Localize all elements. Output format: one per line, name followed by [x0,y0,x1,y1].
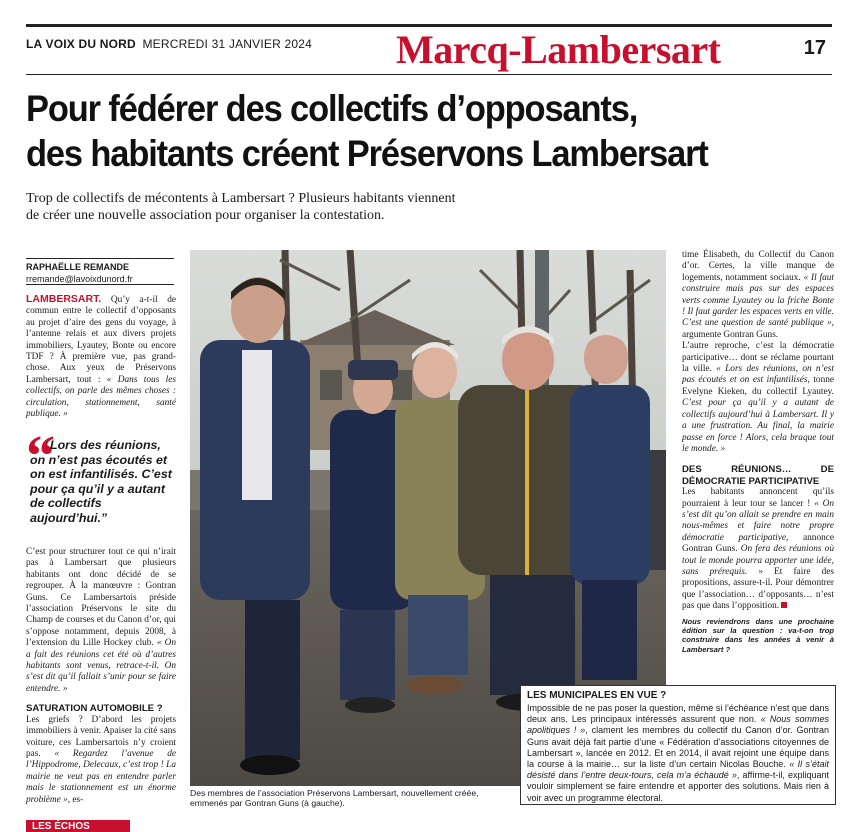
subhead: Trop de collectifs de mécontents à Lambersart ? Plusieurs habitants viennent de créer une nouvelle association pour organiser la contestation. [26,191,456,223]
paragraph [26,294,176,420]
article-column-3 [682,250,834,654]
subsection-heading: SATURATION AUTOMOBILE ? [26,703,163,715]
paragraph-quote: « Regardez l’avenue de l’Hippodrome, Delecaux, c’est trop ! La mairie ne veut pas en entendre parler mais le stationnement est un énorme problème » [26,748,177,805]
paragraph-text: annonce Gontran Guns. [682,532,834,555]
pull-quote [26,423,176,525]
byline-email[interactable]: rremande@lavoixdunord.fr [26,274,133,284]
sidebar-box [520,685,836,805]
next-article-tag: LES ÉCHOS [26,820,130,832]
paper-name [26,37,312,51]
page-number: 17 [803,37,826,59]
paragraph [682,341,834,455]
box-text: , clament les membres du collectif du Canon d’or. Gontran Guns avait déjà fait partie d’une « Fédération d’associations citoyennes de Lambersart », lancée en 2012. Et en 2014, il avait rejoint une équipe dans la course à la mairie… sur la liste d’un certain Nicolas Bouche. [527,725,829,770]
article-column-1-continued [26,547,176,806]
paragraph-quote: « Il faut construire mais pas sur des espaces verts comme Lyautey ou la friche Bonte ! Il faut garder les espaces verts en ville. C’est une question de santé publique » [682,272,834,329]
editor-note: Nous reviendrons dans une prochaine édition sur la question : va-t-on trop construire dans les années à venir à Lambersart ? [682,616,834,654]
paragraph-quote: « Dans tous les collectifs, on parle des mêmes choses : circulation, stationnement, santé publique. » [26,374,176,420]
publication-date: MERCREDI 31 JANVIER 2024 [142,37,312,51]
end-of-article-icon [781,602,787,608]
pull-quote-line-2: on n’est pas écoutés et on est infantilisés. C’est pour ça qu’il y a autant de collectifs aujourd’hui.” [30,452,172,525]
paragraph-text: time Élisabeth, du Collectif du Canon d’or. Certes, la ville manque de logements, notamment sociaux. [682,250,834,283]
paragraph-quote: On fera des réunions où tout le monde pourra apporter une idée, sans prérequis. » [682,544,834,577]
paragraph-quote: C’est pour ça qu’il y a autant de collectifs aujourd’hui à Lambersart. Il y a une frustration. Au final, la mairie passe en force ! Alors, cela braque tout le monde. » [682,398,834,454]
box-quote: « Il s’était désisté dans l’entre deux-tours, cela m’a échaudé » [527,759,829,781]
byline-rule [26,284,174,285]
dateline: LAMBERSART. [26,293,102,305]
paragraph-text: , es- [67,794,84,805]
paragraph-quote: « On s’est dit qu’on allait se prendre en main nous-mêmes et faire notre propre démocratie participative, [682,498,835,543]
box-text: Impossible de ne pas poser la question, même si l’échéance n’est que dans deux ans. Les principaux intéressés assurent que non. [527,703,829,725]
paragraph-text: Les griefs ? D’abord les projets immobiliers à venir. Apaiser la cité sans voiture, ces Lambersartois n’y croient pas. [26,714,176,759]
byline [26,258,174,285]
paragraph-quote: « On a fait des réunions cet été où d’autres habitants sont venus, retrace-t-il. On s’est dit qu’il fallait s’unir pour se faire entendre. » [26,638,176,694]
masthead-rule [26,74,832,75]
paragraph-text: Les habitants annoncent qu’ils pourraient à leur tour se lancer ! [682,487,834,509]
headline-line-1: Pour fédérer des collectifs d’opposants, [26,88,638,129]
paragraph [682,487,834,612]
headline-line-2: des habitants créent Préservons Lambersart [26,133,708,174]
paragraph-quote: « Lors des réunions, on n’est pas écoutés et on est infantilisés, [682,364,834,386]
paragraph [682,250,834,341]
paragraph-text: , argumente Gontran Guns. [682,318,834,340]
paragraph [26,547,176,695]
masthead [26,24,832,70]
pull-quote-line-1: Lors des réunions, [50,438,161,452]
subsection-heading: DES RÉUNIONS… DE DÉMOCRATIE PARTICIPATIVE [682,464,834,487]
paragraph-text: Et faire des propositions, assure-t-il. Pour démontrer que l’association… d’opposants… n’est pas que dans l’opposition. [682,566,835,612]
paragraph-text: Qu’y a-t-il de commun entre le collectif d’opposants au projet d’aire des gens du voyage, à l’antenne relais et aux divers projets immobiliers, Lyautey, Bonte ou encore TDF ? À première vue, pas grand-chose. Aux yeux de Préservons Lambersart, tout : [26,295,176,385]
box-quote: « Nous sommes apolitiques ! » [527,714,829,736]
sidebar-box-title: LES MUNICIPALES EN VUE ? [527,690,667,701]
paragraph-text: tonne Evelyne Kieken, du collectif Lyautey. [682,375,834,397]
paragraph-text: L’autre reproche, c’est la démocratie participative… dont se réclame pourtant la ville. [682,341,834,375]
article-column-1 [26,294,176,420]
byline-author: RAPHAËLLE REMANDE [26,262,130,272]
paper-title: LA VOIX DU NORD [26,37,136,51]
paragraph-text: C’est pour structurer tout ce qui n’irait pas à Lambersart que plusieurs habitants ont donc décidé de se regrouper. À la manœuvre : Gontran Guns. Ce Lambersartois préside l’association Préservons le site du Champ de courses et du Canon d’or, qui s’oppose notamment, depuis 2008, à l’extension du Lille Hockey club. [26,547,176,649]
quote-mark-icon: “ [26,423,55,488]
photo-caption: Des membres de l’association Préservons Lambersart, nouvellement créée, emmenés par Gontran Guns (à gauche). [190,788,479,809]
paragraph [26,715,176,806]
sidebar-box-text [527,703,829,804]
headline [26,86,761,176]
box-text: , affirme-t-il, expliquant vouloir simplement se faire entendre et apporter des solutions. Mais rien à voir avec un programme électoral. [527,770,829,803]
section-title: Marcq-Lambersart [396,27,721,72]
